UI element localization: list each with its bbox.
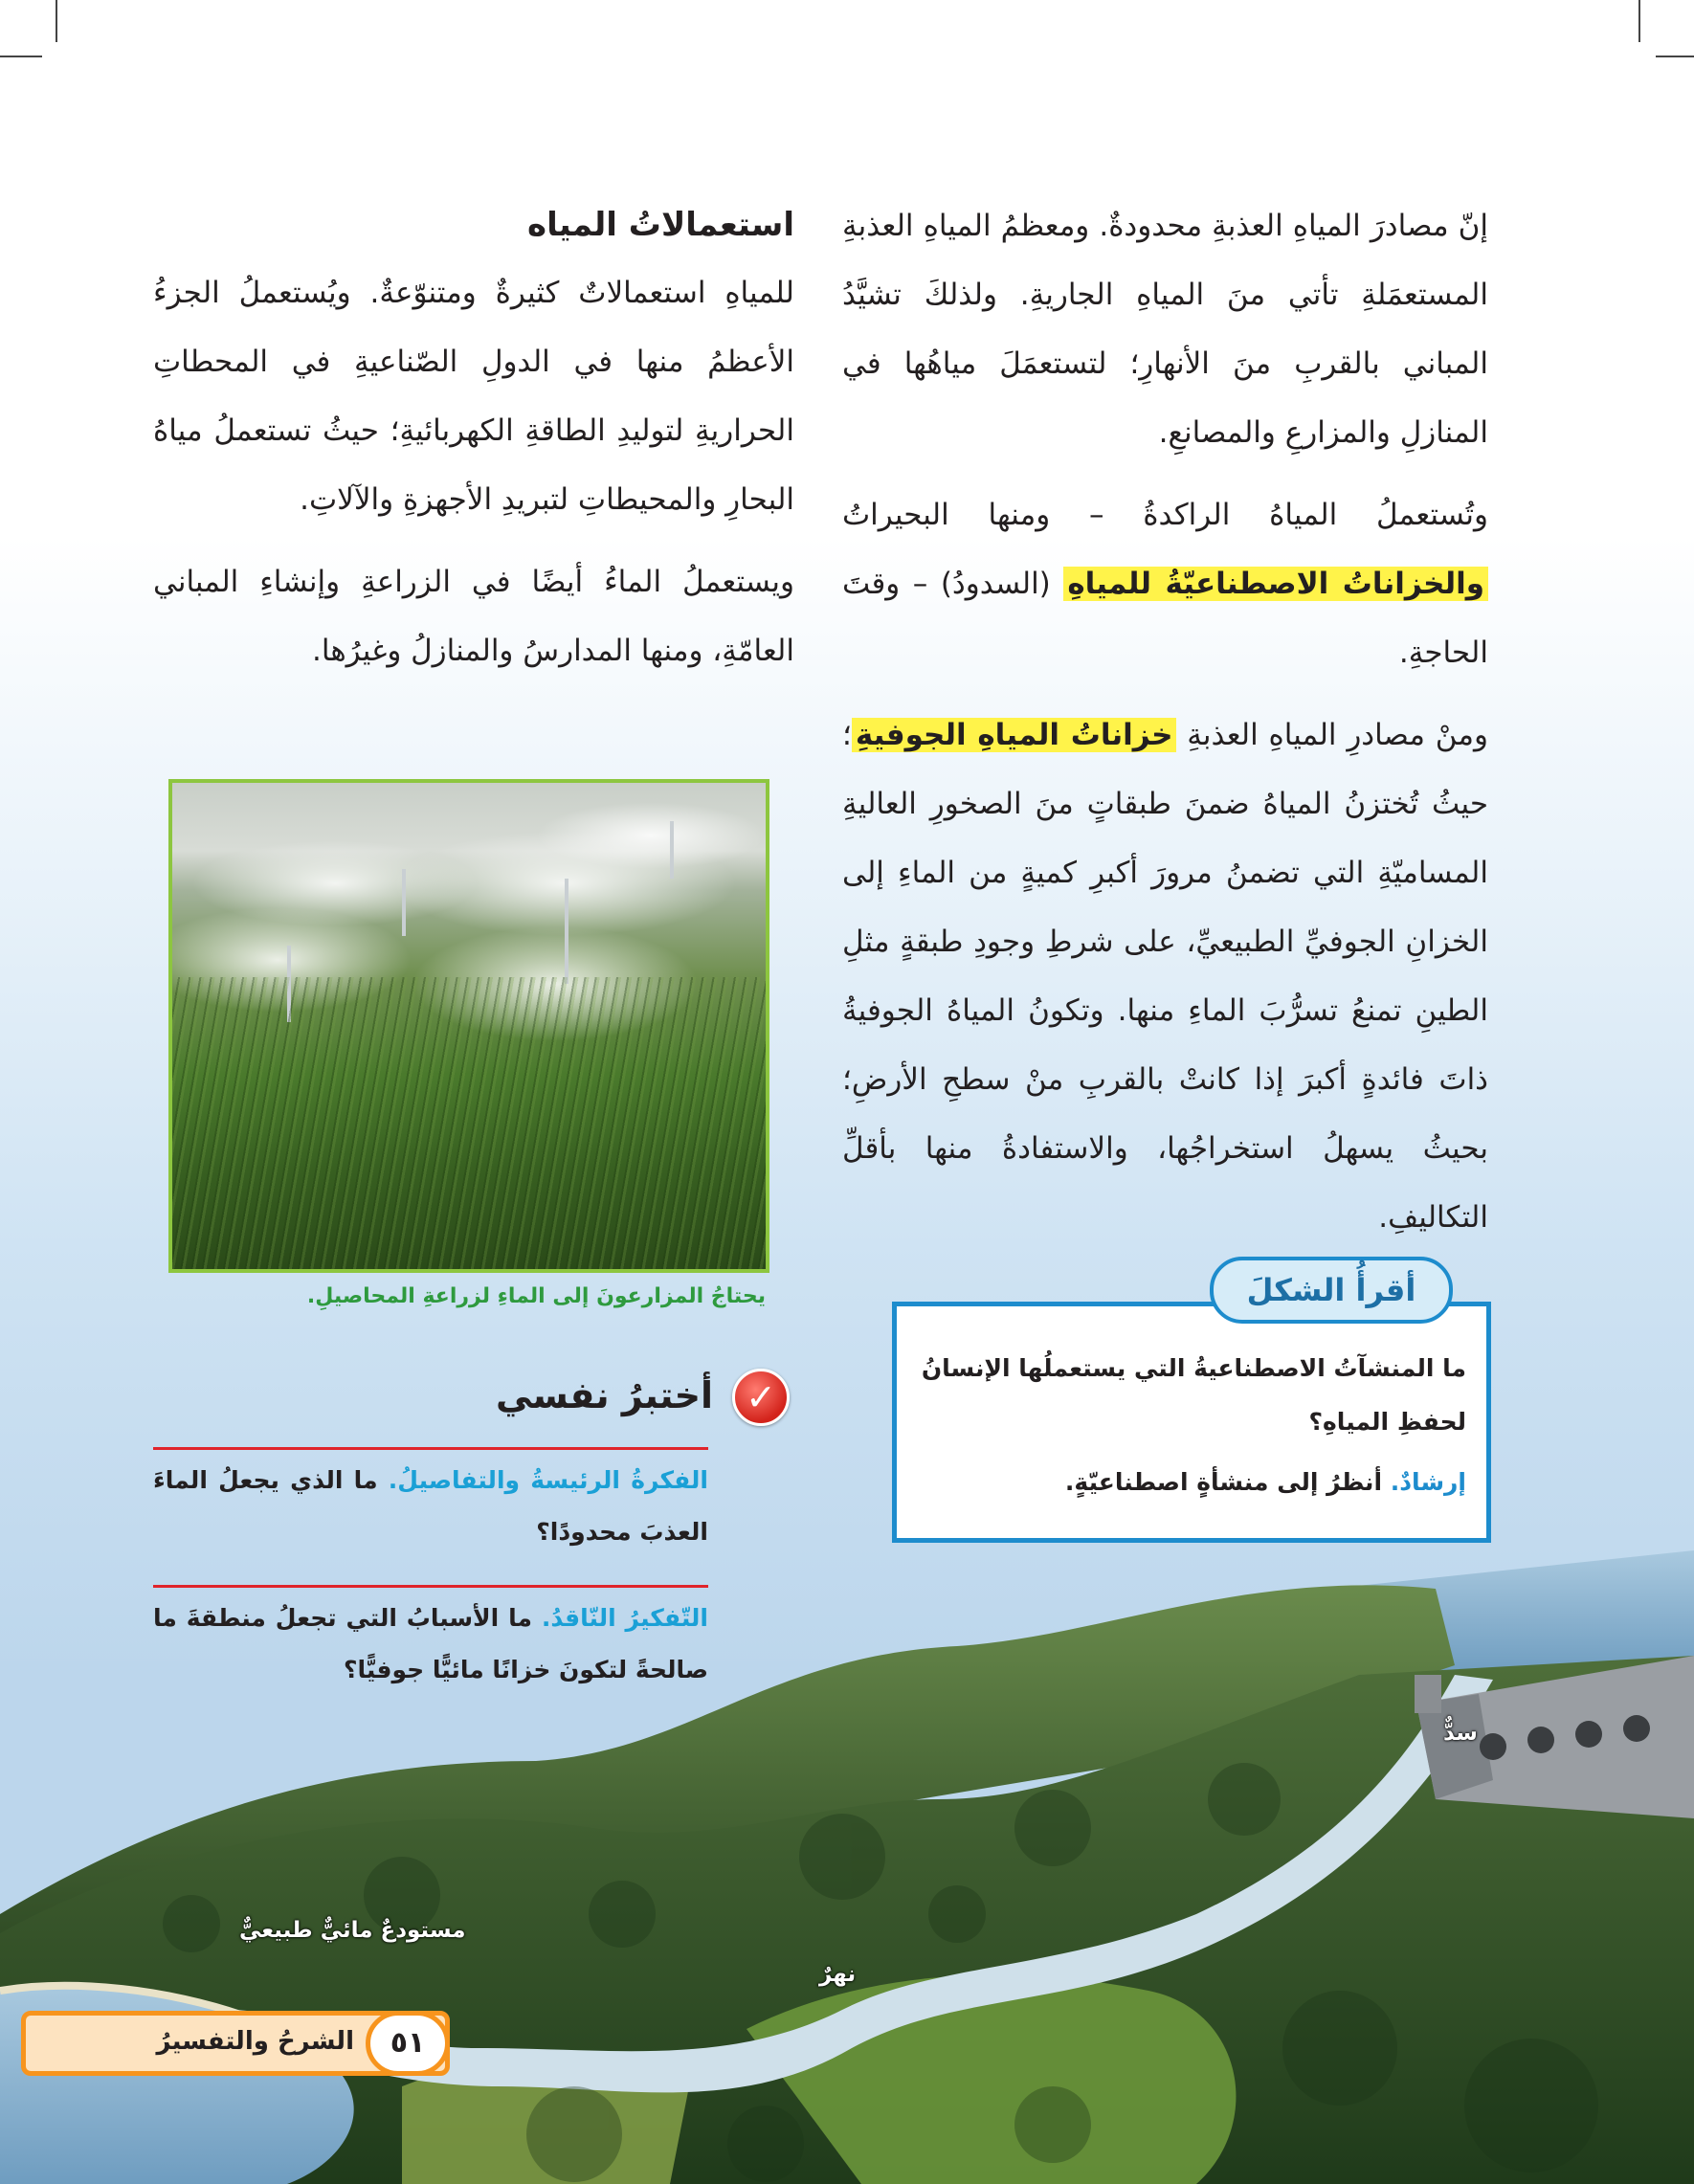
divider <box>153 1447 708 1450</box>
paragraph-fresh-water-sources: إنّ مصادرَ المياهِ العذبةِ محدودةٌ. ومعظمُ المياهِ العذبةِ المستعمَلةِ تأتي منَ المياهِ الجاريةِ. ولذلكَ تشيَّدُ المباني بالقربِ منَ الأنهارِ؛ لتستعمَلَ مياهُها في المنازلِ والمزارعِ والمصانعِ. <box>842 209 1488 450</box>
irrigation-photo <box>168 779 769 1273</box>
crop-mark <box>1638 0 1640 42</box>
read-figure-hint <box>919 1468 1466 1496</box>
read-figure-title: أقرأُ الشكلَ <box>1210 1257 1453 1324</box>
paragraph-standing-water <box>842 480 1488 687</box>
question-label: الفكرةُ الرئيسةُ والتفاصيلُ. <box>388 1466 708 1494</box>
crop-mark <box>56 0 57 42</box>
dam-outlet <box>1527 1727 1554 1753</box>
crop-field <box>172 977 766 1269</box>
landscape-illustration <box>0 1512 1694 2184</box>
right-column <box>842 191 1488 1265</box>
sprinkler-pole <box>565 879 568 984</box>
question-label: التّفكيرُ النّاقدُ. <box>541 1604 708 1632</box>
highlight-artificial-reservoirs: والخزاناتُ الاصطناعيّةُ للمياهِ <box>1063 567 1488 601</box>
label-dam: سدٌّ <box>1443 1721 1478 1746</box>
paragraph-groundwater <box>842 701 1488 1252</box>
crop-mark <box>0 56 42 57</box>
paragraph-agriculture-uses: ويستعملُ الماءُ أيضًا في الزراعةِ وإنشاءِ المباني العامّةِ، ومنها المدارسُ والمنازلُ وغيرُها. <box>153 565 794 668</box>
dam-tower <box>1415 1675 1441 1713</box>
sprinkler-spray <box>536 802 766 869</box>
question-text: ما الأسبابُ التي تجعلُ منطقةَ ما صالحةً لتكونَ خزانًا مائيًّا جوفيًّا؟ <box>153 1604 708 1683</box>
paragraph-water-uses: للمياهِ استعمالاتٌ كثيرةٌ ومتنوّعةٌ. ويُستعملُ الجزءُ الأعظمُ منها في الدولِ الصّناعيةِ في المحطاتِ الحراريةِ لتوليدِ الطاقةِ الكهربائيةِ؛ حيثُ تستعملُ مياهُ البحارِ والمحيطاتِ لتبريدِ الأجهزةِ والآلاتِ. <box>153 276 794 517</box>
crop-mark <box>1656 56 1694 57</box>
read-figure-question: ما المنشآتُ الاصطناعيةُ التي يستعملُها الإنسانُ لحفظِ المياهِ؟ <box>921 1354 1466 1436</box>
page-number: ٥١ <box>366 2011 450 2076</box>
dam-outlet <box>1575 1721 1602 1748</box>
sprinkler-pole <box>670 821 674 879</box>
left-column <box>153 191 794 699</box>
self-test-title: أختبرُ نفسي <box>495 1374 713 1416</box>
text: ؛ حيثُ تُختزنُ المياهُ ضمنَ طبقاتٍ منَ الصخورِ العاليةِ المساميّةِ التي تضمنُ مرورَ أكبرِ كميةٍ من الماءِ إلى الخزانِ الجوفيِّ الطبيعيِّ، على شرطِ وجودِ طبقةٍ مثلِ الطينِ تمنعُ تسرُّبَ الماءِ منها. وتكونُ المياهُ الجوفيةُ ذاتَ فائدةٍ أكبرَ إذا كانتْ بالقربِ منْ سطحِ الأرضِ؛ بحيثُ يسهلُ استخراجُها، والاستفادةُ منها بأقلِّ التكاليفِ. <box>842 718 1488 1235</box>
dam-outlet <box>1480 1733 1506 1760</box>
sprinkler-pole <box>402 869 406 936</box>
text: (السدودُ) – وقتَ الحاجةِ. <box>842 567 1488 670</box>
label-natural-reservoir: مستودعٌ مائيٌّ طبيعيٌّ <box>239 1918 466 1943</box>
hint-text: أنظرُ إلى منشأةٍ اصطناعيّةٍ. <box>1064 1468 1383 1496</box>
dam-outlet <box>1623 1715 1650 1742</box>
label-river: نهرٌ <box>819 1962 857 1987</box>
photo-caption: يحتاجُ المزارعونَ إلى الماءِ لزراعةِ المحاصيلِ. <box>306 1284 766 1308</box>
checkmark-icon: ✓ <box>732 1369 790 1426</box>
text: وتُستعملُ المياهُ الراكدةُ – ومنها البحيراتُ <box>842 498 1488 532</box>
section-heading-water-uses: استعمالاتُ المياه <box>527 206 794 244</box>
text: ومنْ مصادرِ المياهِ العذبةِ <box>1187 718 1488 752</box>
section-name: الشرحُ والتفسيرُ <box>156 2027 354 2056</box>
question-text: ما الذي يجعلُ الماءَ العذبَ محدودًا؟ <box>153 1466 708 1546</box>
highlight-aquifers: خزاناتُ المياهِ الجوفيةِ <box>852 718 1177 752</box>
hint-label: إرشادٌ. <box>1390 1468 1466 1496</box>
